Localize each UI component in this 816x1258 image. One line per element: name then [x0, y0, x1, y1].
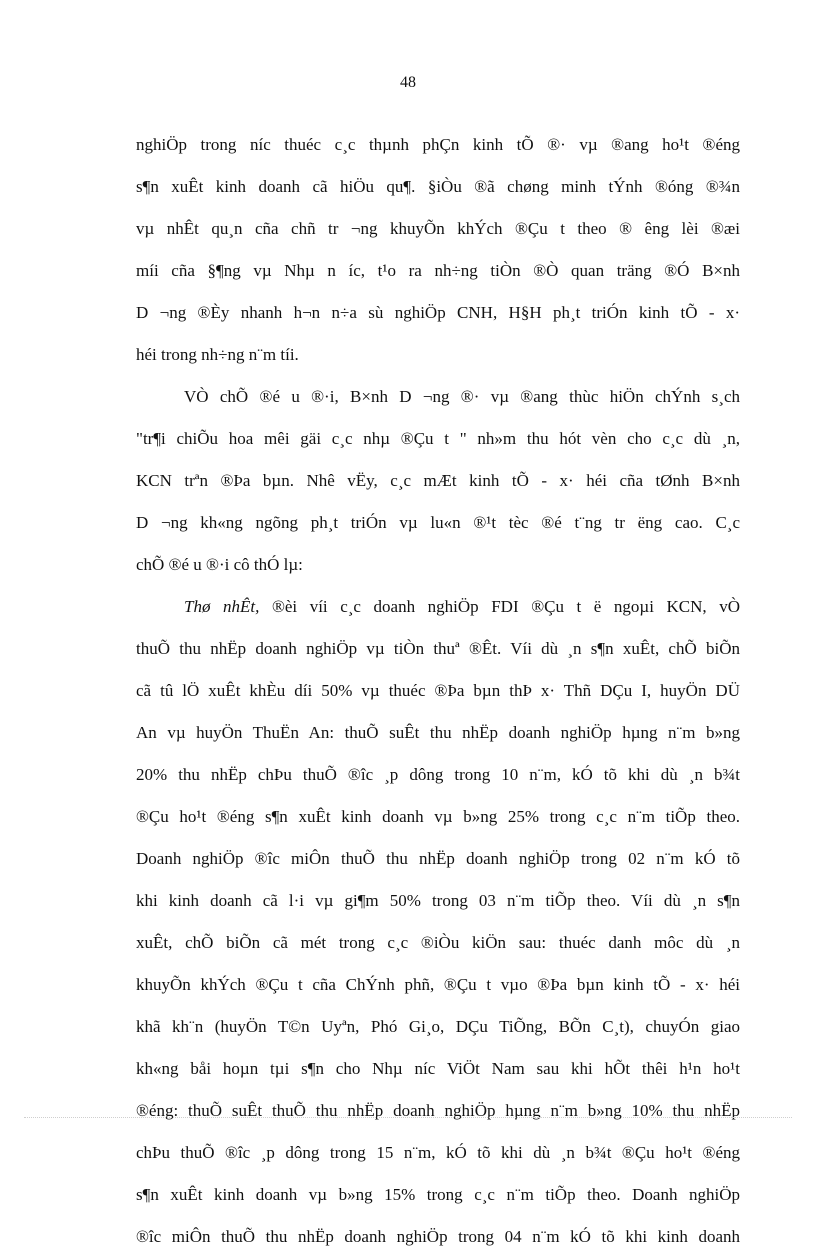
text-line: D ¬ng kh«ng ngõng ph¸t triÓn vµ lu«n ®¹t tèc ®é t¨ng tr ëng cao. C¸c	[136, 513, 740, 532]
text-line: chÞu thuÕ ®îc ¸p dông trong 15 n¨m, kÓ tõ khi dù ¸n b¾t ®Çu ho¹t ®éng	[136, 1143, 740, 1162]
text-line: vµ nhÊt qu¸n cña chñ tr ¬ng khuyÕn khÝch ®Çu t theo ® êng lèi ®æi	[136, 219, 740, 238]
text-line: "tr¶i chiÕu hoa mêi gäi c¸c nhµ ®Çu t " nh»m thu hót vèn cho c¸c dù ¸n,	[136, 429, 740, 448]
text-line: s¶n xuÊt kinh doanh vµ b»ng 15% trong c¸c n¨m tiÕp theo. Doanh nghiÖp	[136, 1185, 740, 1204]
text-line: KCN trªn ®Þa bµn. Nhê vËy, c¸c mÆt kinh tÕ - x· héi cña tØnh B×nh	[136, 471, 740, 490]
text-line: s¶n xuÊt kinh doanh cã hiÖu qu¶. §iÒu ®ã chøng minh tÝnh ®óng ®¾n	[136, 177, 740, 196]
text-line: chÕ ®é u ®·i cô thÓ lµ:	[136, 555, 303, 574]
text-line: ®îc miÔn thuÕ thu nhËp doanh nghiÖp trong 04 n¨m kÓ tõ khi kinh doanh	[136, 1227, 740, 1246]
text-line: xuÊt, chÕ biÕn cã mét trong c¸c ®iÒu kiÖn sau: thuéc danh môc dù ¸n	[136, 933, 740, 952]
text-line: thuÕ thu nhËp doanh nghiÖp vµ tiÒn thuª ®Êt. Víi dù ¸n s¶n xuÊt, chÕ biÕn	[136, 639, 740, 658]
text-run: ®èi víi c¸c doanh nghiÖp FDI ®Çu t ë ngoµi KCN, vÒ	[259, 597, 740, 616]
text-line: khã kh¨n (huyÖn T©n Uyªn, Phó Gi¸o, DÇu TiÕng, BÕn C¸t), chuyÓn giao	[136, 1017, 740, 1036]
page-bottom-rule	[24, 1117, 792, 1118]
text-line: VÒ chÕ ®é u ®·i, B×nh D ¬ng ®· vµ ®ang thùc hiÖn chÝnh s¸ch	[184, 387, 740, 406]
text-line: D ¬ng ®Èy nhanh h¬n n÷a sù nghiÖp CNH, H§H ph¸t triÓn kinh tÕ - x·	[136, 303, 740, 322]
emphasis-lead: Thø nhÊt,	[184, 597, 260, 616]
body-text	[136, 124, 740, 1258]
text-line: khi kinh doanh cã l·i vµ gi¶m 50% trong 03 n¨m tiÕp theo. Víi dù ¸n s¶n	[136, 891, 740, 910]
page-number: 48	[400, 74, 416, 91]
text-line: An vµ huyÖn ThuËn An: thuÕ suÊt thu nhËp doanh nghiÖp hµng n¨m b»ng	[136, 723, 740, 742]
text-line: 20% thu nhËp chÞu thuÕ ®îc ¸p dông trong 10 n¨m, kÓ tõ khi dù ¸n b¾t	[136, 765, 740, 784]
text-line	[136, 586, 740, 628]
text-line: nghiÖp trong níc thuéc c¸c thµnh phÇn kinh tÕ ®· vµ ®ang ho¹t ®éng	[136, 135, 740, 154]
text-line: kh«ng båi hoµn tµi s¶n cho Nhµ níc ViÖt Nam sau khi hÕt thêi h¹n ho¹t	[136, 1059, 740, 1078]
text-line: Doanh nghiÖp ®îc miÔn thuÕ thu nhËp doanh nghiÖp trong 02 n¨m kÓ tõ	[136, 849, 740, 868]
text-line: cã tû lÖ xuÊt khÈu díi 50% vµ thuéc ®Þa bµn thÞ x· Thñ DÇu I, huyÖn DÜ	[136, 681, 740, 700]
text-line: míi cña §¶ng vµ Nhµ n íc, t¹o ra nh÷ng tiÒn ®Ò quan träng ®Ó B×nh	[136, 261, 740, 280]
text-line: ®Çu ho¹t ®éng s¶n xuÊt kinh doanh vµ b»ng 25% trong c¸c n¨m tiÕp theo.	[136, 807, 740, 826]
text-line: khuyÕn khÝch ®Çu t cña ChÝnh phñ, ®Çu t vµo ®Þa bµn kinh tÕ - x· héi	[136, 975, 740, 994]
text-line: ®éng: thuÕ suÊt thuÕ thu nhËp doanh nghiÖp hµng n¨m b»ng 10% thu nhËp	[136, 1101, 740, 1120]
text-line: héi trong nh÷ng n¨m tíi.	[136, 345, 299, 364]
